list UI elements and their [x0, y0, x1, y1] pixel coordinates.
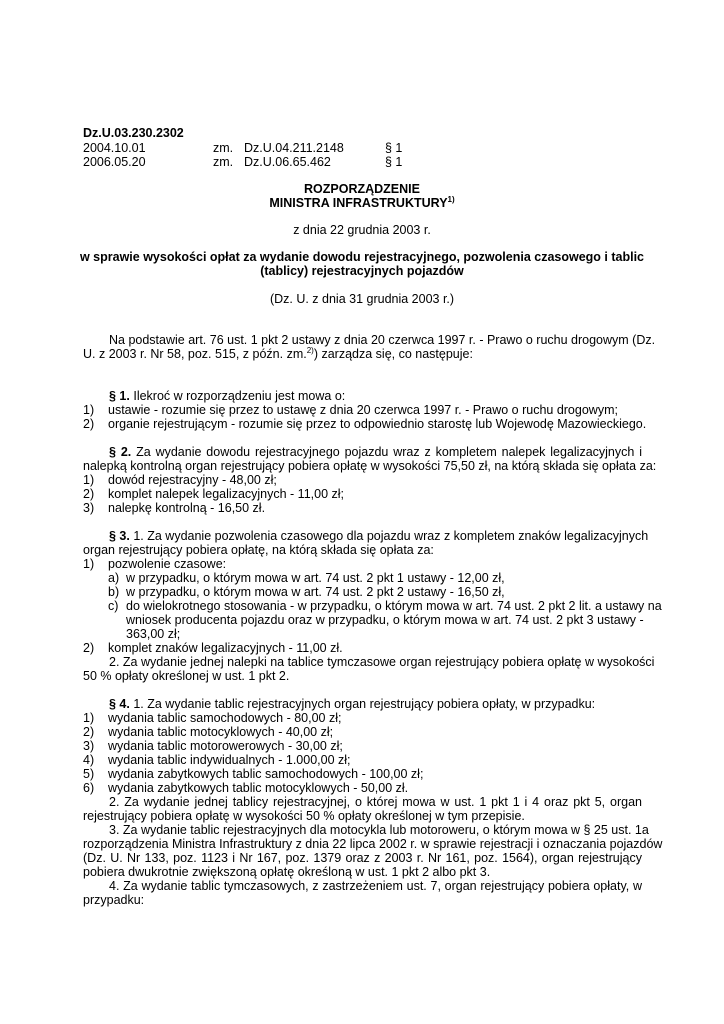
amendment-ref: Dz.U.04.211.2148	[244, 141, 344, 155]
section-4-line: przypadku:	[83, 893, 145, 907]
section-4-line: § 4. 1. Za wydanie tablic rejestracyjnych organ rejestrujący pobiera opłaty, w przypadku:	[109, 697, 596, 711]
section-3-line: § 3. 1. Za wydanie pozwolenia czasowego dla pojazdu wraz z kompletem znaków legalizacyjnych	[109, 529, 649, 543]
list-item: komplet nalepek legalizacyjnych - 11,00 zł;	[108, 487, 345, 501]
title-subject-line-2: (tablicy) rejestracyjnych pojazdów	[260, 264, 464, 278]
amendment-section: § 1	[385, 141, 403, 155]
title-subject-line-1: w sprawie wysokości opłat za wydanie dowodu rejestracyjnego, pozwolenia czasowego i tablic	[79, 250, 645, 264]
sublist-item: w przypadku, o którym mowa w art. 74 ust. 2 pkt 1 ustawy - 12,00 zł,	[126, 571, 505, 585]
list-number: 3)	[83, 739, 95, 753]
list-number: 1)	[83, 557, 95, 571]
list-item: pozwolenie czasowe:	[108, 557, 227, 571]
list-number: 4)	[83, 753, 95, 767]
list-number: 1)	[83, 403, 95, 417]
section-mark: § 4.	[109, 697, 130, 711]
list-item: wydania tablic motorowerowych - 30,00 zł;	[108, 739, 343, 753]
list-item: komplet znaków legalizacyjnych - 11,00 zł.	[108, 641, 343, 655]
amendment-type: zm.	[213, 155, 234, 169]
document-id: Dz.U.03.230.2302	[83, 126, 184, 140]
amendment-section: § 1	[385, 155, 403, 169]
list-item: wydania zabytkowych tablic motocyklowych - 50,00 zł.	[108, 781, 409, 795]
list-item: wydania tablic motocyklowych - 40,00 zł;	[108, 725, 334, 739]
list-item: wydania zabytkowych tablic samochodowych - 100,00 zł;	[108, 767, 424, 781]
title-line-1: ROZPORZĄDZENIE	[304, 182, 420, 196]
list-item: ustawie - rozumie się przez to ustawę z dnia 20 czerwca 1997 r. - Prawo o ruchu drogowym;	[108, 403, 618, 417]
sublist-letter: c)	[108, 599, 119, 613]
section-4-line: pobiera dwukrotnie zwiększoną opłatę określoną w ust. 1 pkt 2 albo pkt 3.	[83, 865, 491, 879]
list-number: 2)	[83, 641, 95, 655]
list-item: wydania tablic samochodowych - 80,00 zł;	[108, 711, 342, 725]
amendment-date: 2006.05.20	[83, 155, 146, 169]
section-4-line: rejestrujący pobiera opłatę w wysokości 50 % opłaty określonej w tym przepisie.	[83, 809, 525, 823]
sublist-letter: b)	[108, 585, 120, 599]
sublist-item: w przypadku, o którym mowa w art. 74 ust. 2 pkt 2 ustawy - 16,50 zł,	[126, 585, 505, 599]
list-item: dowód rejestracyjny - 48,00 zł;	[108, 473, 277, 487]
section-4-line: 2. Za wydanie jednej tablicy rejestracyjnej, o której mowa w ust. 1 pkt 1 i 4 oraz pkt 5, organ	[109, 795, 642, 809]
sublist-item-line: do wielokrotnego stosowania - w przypadku, o którym mowa w art. 74 ust. 2 pkt 2 lit. a ustawy na	[126, 599, 662, 613]
list-number: 2)	[83, 487, 95, 501]
list-item: nalepkę kontrolną - 16,50 zł.	[108, 501, 266, 515]
preamble-line: Na podstawie art. 76 ust. 1 pkt 2 ustawy z dnia 20 czerwca 1997 r. - Prawo o ruchu drogowym (Dz.	[109, 333, 656, 347]
list-number: 6)	[83, 781, 95, 795]
footnote-ref: 2)	[306, 345, 314, 355]
title-line-2: MINISTRA INFRASTRUKTURY$^{1)}$	[269, 194, 455, 210]
section-3-line: 2. Za wydanie jednej nalepki na tablice tymczasowe organ rejestrujący pobiera opłatę w wysokości	[109, 655, 655, 669]
sublist-item-line: 363,00 zł;	[126, 627, 181, 641]
list-number: 3)	[83, 501, 95, 515]
section-mark: § 3.	[109, 529, 130, 543]
section-4-line: rozporządzenia Ministra Infrastruktury z dnia 22 lipca 2002 r. w sprawie rejestracji i oznaczania pojazdów	[83, 837, 663, 851]
list-number: 5)	[83, 767, 95, 781]
amendment-type: zm.	[213, 141, 234, 155]
section-1-intro: § 1. Ilekroć w rozporządzeniu jest mowa o:	[109, 389, 346, 403]
preamble-line: U. z 2003 r. Nr 58, poz. 515, z późn. zm.$^{2)}$) zarządza się, co następuje:	[83, 345, 473, 361]
list-number: 1)	[83, 711, 95, 725]
sublist-item-line: wniosek producenta pojazdu oraz w przypadku, o którym mowa w art. 74 ust. 2 pkt 3 ustawy -	[126, 613, 644, 627]
journal-reference: (Dz. U. z dnia 31 grudnia 2003 r.)	[269, 292, 455, 306]
sublist-letter: a)	[108, 571, 120, 585]
list-number: 1)	[83, 473, 95, 487]
section-4-line: (Dz. U. Nr 133, poz. 1123 i Nr 167, poz. 1379 oraz z 2003 r. Nr 161, poz. 1564), organ rejestrujący	[83, 851, 642, 865]
amendment-ref: Dz.U.06.65.462	[244, 155, 331, 169]
section-mark: § 1.	[109, 389, 130, 403]
section-3-line: 50 % opłaty określonej w ust. 1 pkt 2.	[83, 669, 290, 683]
section-3-line: organ rejestrujący pobiera opłatę, na którą składa się opłata za:	[83, 543, 434, 557]
title-date: z dnia 22 grudnia 2003 r.	[293, 223, 431, 237]
list-number: 2)	[83, 417, 95, 431]
footnote-ref: 1)	[447, 194, 455, 204]
list-number: 2)	[83, 725, 95, 739]
section-2-line: nalepką kontrolną organ rejestrujący pobiera opłatę w wysokości 75,50 zł, na którą składa się opłata za:	[83, 459, 657, 473]
section-4-line: 4. Za wydanie tablic tymczasowych, z zastrzeżeniem ust. 7, organ rejestrujący pobiera opłaty, w	[109, 879, 642, 893]
list-item: organie rejestrującym - rozumie się przez to odpowiednio starostę lub Wojewodę Mazowieckiego.	[108, 417, 647, 431]
section-mark: § 2.	[109, 445, 132, 459]
list-item: wydania tablic indywidualnych - 1.000,00 zł;	[108, 753, 351, 767]
section-4-line: 3. Za wydanie tablic rejestracyjnych dla motocykla lub motoroweru, o którym mowa w § 25 ust. 1a	[109, 823, 649, 837]
amendment-date: 2004.10.01	[83, 141, 146, 155]
section-2-line: § 2. Za wydanie dowodu rejestracyjnego pojazdu wraz z kompletem nalepek legalizacyjnych i	[109, 445, 642, 459]
